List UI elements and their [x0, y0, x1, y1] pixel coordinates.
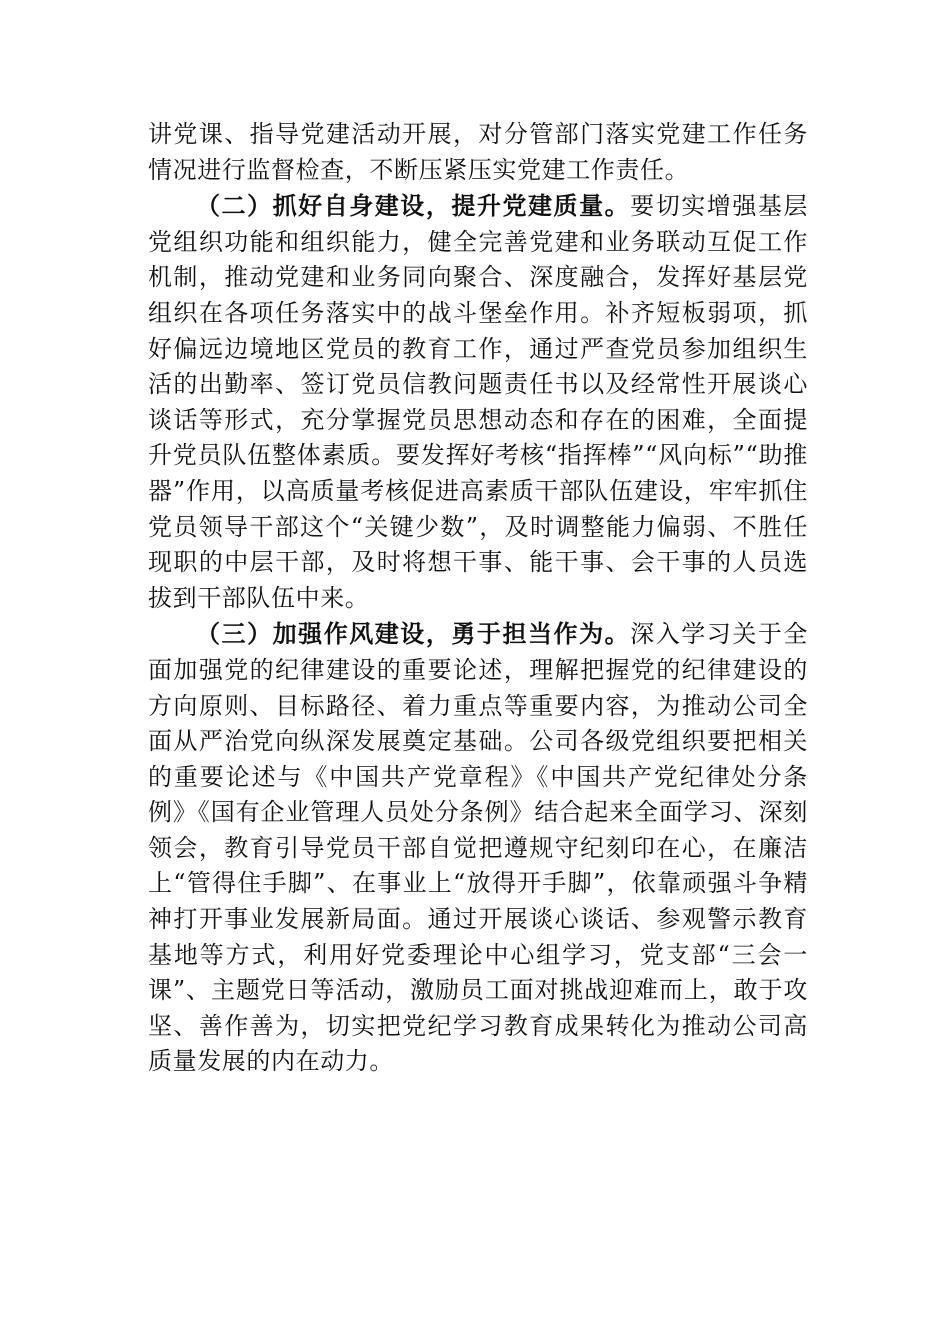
document-body — [148, 117, 808, 1080]
paragraph-3 — [148, 616, 808, 1080]
paragraph-1 — [148, 117, 808, 188]
paragraph-3-body: 深入学习关于全面加强党的纪律建设的重要论述，理解把握党的纪律建设的方向原则、目标路径、着力重点等重要内容，为推动公司全面从严治党向纵深发展奠定基础。公司各级党组织要把相关的重要论述与《中国共产党章程》《中国共产党纪律处分条例》《国有企业管理人员处分条例》结合起来全面学习、深刻领会，教育引导党员干部自觉把遵规守纪刻印在心，在廉洁上“管得住手脚”、在事业上“放得开手脚”，依靠顽强斗争精神打开事业发展新局面。通过开展谈心谈话、参观警示教育基地等方式，利用好党委理论中心组学习，党支部“三会一课”、主题党日等活动，激励员工面对挑战迎难而上，敢于攻坚、善作善为，切实把党纪学习教育成果转化为推动公司高质量发展的内在动力。 — [148, 620, 809, 1076]
paragraph-2-heading: （二）抓好自身建设，提升党建质量。 — [196, 191, 631, 221]
paragraph-3-heading: （三）加强作风建设，勇于担当作为。 — [196, 619, 631, 649]
paragraph-1-body: 讲党课、指导党建活动开展，对分管部门落实党建工作任务情况进行监督检查，不断压紧压实党建工作责任。 — [148, 120, 808, 184]
paragraph-2-body: 要切实增强基层党组织功能和组织能力，健全完善党建和业务联动互促工作机制，推动党建和业务同向聚合、深度融合，发挥好基层党组织在各项任务落实中的战斗堡垒作用。补齐短板弱项，抓好偏远边境地区党员的教育工作，通过严查党员参加组织生活的出勤率、签订党员信教问题责任书以及经常性开展谈心谈话等形式，充分掌握党员思想动态和存在的困难，全面提升党员队伍整体素质。要发挥好考核“指挥棒”“风向标”“助推器”作用，以高质量考核促进高素质干部队伍建设，牢牢抓住党员领导干部这个“关键少数”，及时调整能力偏弱、不胜任现职的中层干部，及时将想干事、能干事、会干事的人员选拔到干部队伍中来。 — [148, 192, 809, 612]
paragraph-2 — [148, 188, 808, 616]
